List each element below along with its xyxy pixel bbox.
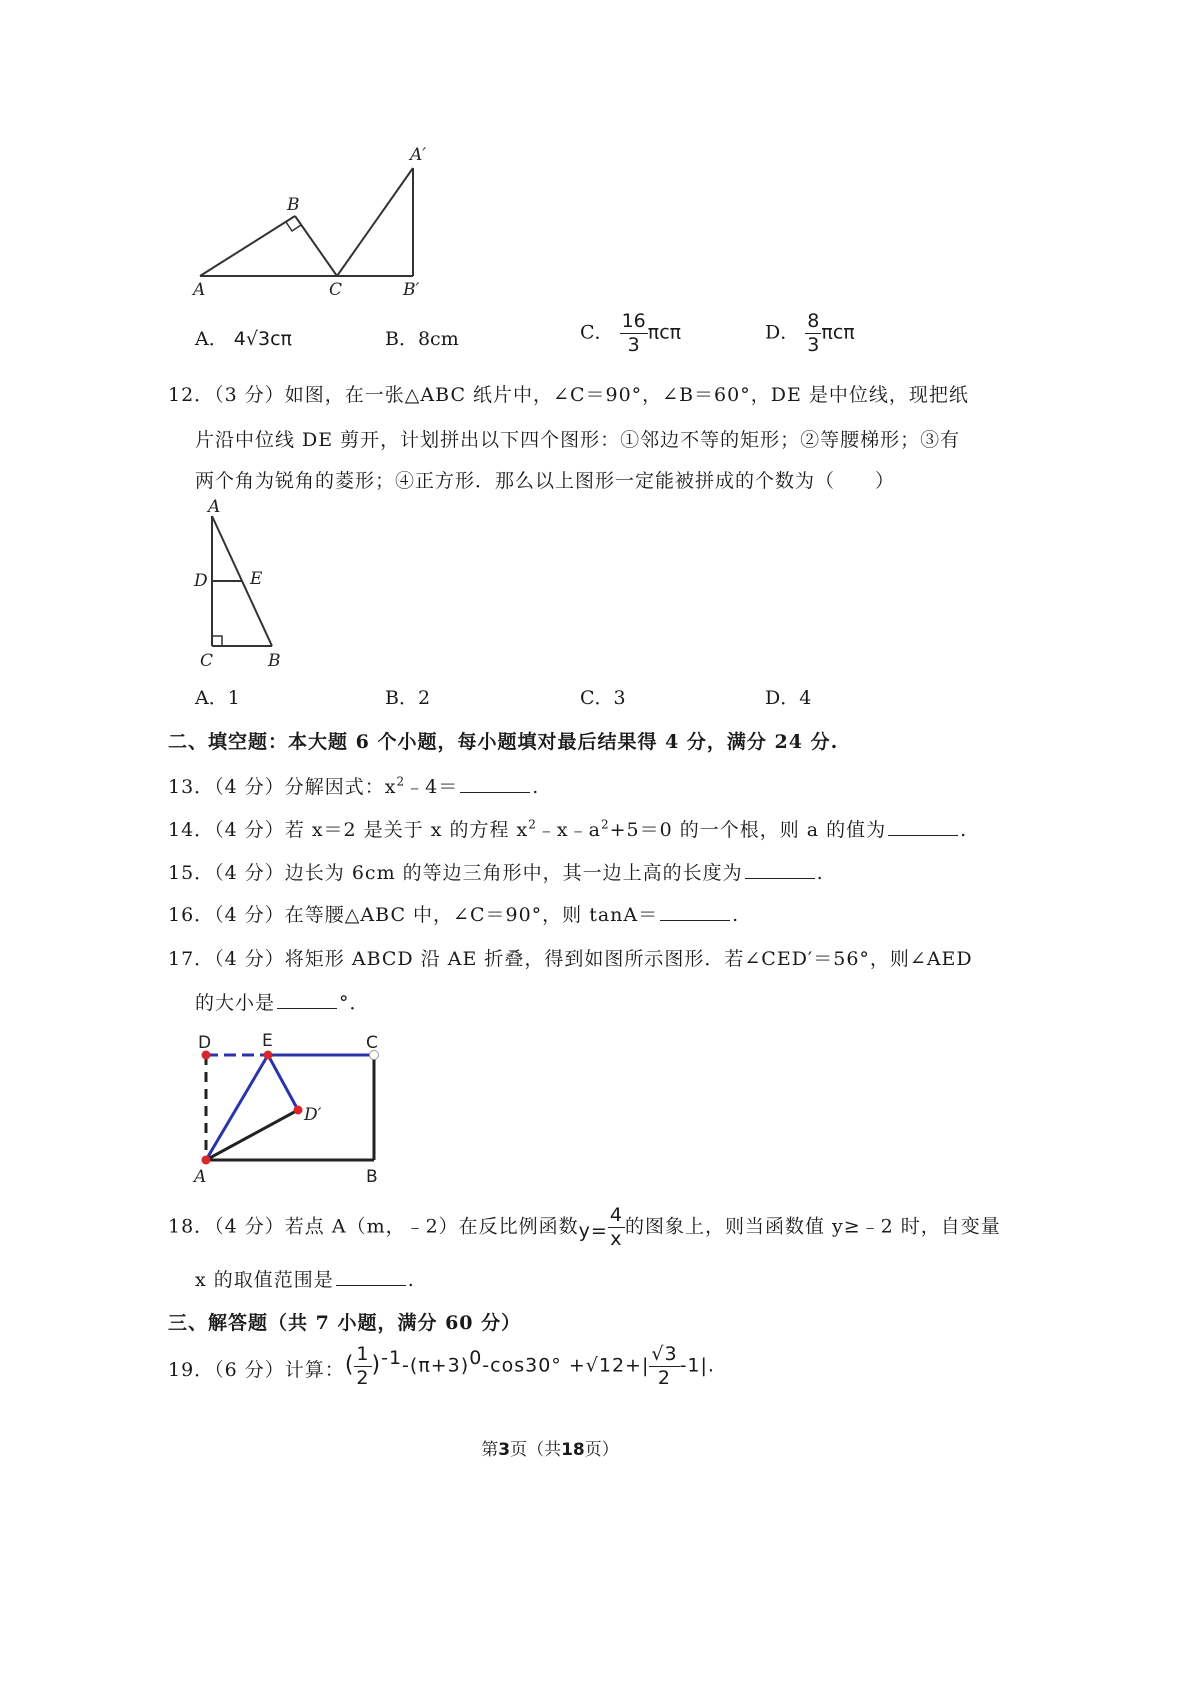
q11-option-c-fraction: $\frac{16}{3}$ bbox=[621, 310, 646, 356]
q18-line-2: x 的取值范围是 . bbox=[195, 1269, 415, 1291]
q14: 14．（4 分）若 x＝2 是关于 x 的方程 $x^2﹣x﹣a^2+5=0$ 的一个根，则 a 的值为 . bbox=[168, 817, 968, 841]
q12-line-1: 12．（3 分）如图，在一张△ABC 纸片中，∠C＝90°，∠B＝60°，DE 是中位线，现把纸 bbox=[168, 384, 969, 406]
fig17-label-d-prime: D′ bbox=[304, 1105, 322, 1125]
fig11-label-b-prime: B′ bbox=[403, 280, 420, 300]
q12-option-c[interactable]: C．3 bbox=[580, 687, 626, 709]
q12-option-b[interactable]: B．2 bbox=[385, 687, 431, 709]
q12-line-3: 两个角为锐角的菱形；④正方形．那么以上图形一定能被拼成的个数为（ ） bbox=[195, 470, 896, 492]
q16: 16．（4 分）在等腰△ABC 中，∠C＝90°，则 tanA＝ . bbox=[168, 904, 740, 926]
q14-answer-blank[interactable] bbox=[888, 817, 958, 836]
fig17-label-e: E bbox=[262, 1031, 273, 1051]
q17-answer-blank[interactable] bbox=[277, 990, 337, 1009]
fig11-label-b: B bbox=[287, 195, 300, 215]
q19: 19．（6 分）计算：( $\frac{1}{2}$ )$^{-1}-(\pi+3)^0-\cos 30^\circ +√12+|$ $\frac{√3}{2}$ -1|. bbox=[168, 1343, 715, 1389]
q11-option-d-fraction: $\frac{8}{3}$ bbox=[807, 310, 820, 356]
fig17-label-d: D bbox=[198, 1033, 212, 1053]
q11-option-d[interactable]: D． $\frac{8}{3}$ πcπ bbox=[765, 310, 855, 356]
q16-answer-blank[interactable] bbox=[660, 902, 730, 921]
fig17-label-c: C bbox=[366, 1033, 378, 1053]
q19-fraction-half: $\frac{1}{2}$ bbox=[356, 1343, 370, 1389]
q11-option-a-value: 4√3cπ bbox=[233, 328, 292, 350]
fig12-label-a: A bbox=[208, 498, 221, 517]
q11-option-b[interactable]: B．8cm bbox=[385, 328, 459, 350]
q13: 13．（4 分）分解因式：$x^2﹣4=$ . bbox=[168, 774, 540, 798]
q15: 15．（4 分）边长为 6cm 的等边三角形中，其一边上高的长度为 . bbox=[168, 862, 824, 884]
q17-line-2: 的大小是 °． bbox=[195, 992, 370, 1014]
q19-fraction-root3: $\frac{√3}{2}$ bbox=[651, 1343, 678, 1389]
section-2-heading: 二、填空题：本大题 6 个小题，每小题填对最后结果得 4 分，满分 24 分. bbox=[168, 731, 839, 753]
fig17-label-a: A bbox=[194, 1167, 207, 1187]
fig12-label-b: B bbox=[268, 651, 281, 671]
figure-q17 bbox=[188, 1030, 398, 1190]
fig12-label-c: C bbox=[200, 651, 214, 671]
q11-option-c[interactable]: C． $\frac{16}{3}$ πcπ bbox=[580, 310, 682, 356]
q12-line-2: 片沿中位线 DE 剪开，计划拼出以下四个图形：①邻边不等的矩形；②等腰梯形；③有 bbox=[195, 429, 961, 451]
section-3-heading: 三、解答题（共 7 小题，满分 60 分） bbox=[168, 1312, 522, 1334]
q12-option-d[interactable]: D．4 bbox=[765, 687, 812, 709]
q13-answer-blank[interactable] bbox=[460, 774, 530, 793]
q11-option-b-value: 8cm bbox=[417, 328, 459, 350]
q15-answer-blank[interactable] bbox=[745, 860, 815, 879]
fig11-label-a-prime: A′ bbox=[410, 145, 427, 165]
q18-line-1: 18．（4 分）若点 A（m，﹣2）在反比例函数y= $\frac{4}{x}$ 的图象上，则当函数值 y≥﹣2 时，自变量 bbox=[168, 1204, 1001, 1250]
fig12-label-e: E bbox=[250, 569, 263, 589]
q12-option-a[interactable]: A．1 bbox=[195, 687, 240, 709]
fig11-label-c: C bbox=[329, 280, 343, 300]
figure-q12 bbox=[188, 498, 298, 673]
fig11-label-a: A bbox=[193, 280, 206, 300]
fig12-label-d: D bbox=[194, 571, 208, 591]
q18-fraction: $\frac{4}{x}$ bbox=[609, 1204, 623, 1250]
figure-q11 bbox=[185, 140, 445, 300]
q17-line-1: 17．（4 分）将矩形 ABCD 沿 AE 折叠，得到如图所示图形．若∠CED′＝56°，则∠AED bbox=[168, 948, 973, 970]
q11-option-a[interactable]: A． 4√3cπ bbox=[195, 328, 292, 350]
fig17-label-b: B bbox=[366, 1167, 378, 1187]
page-footer: 第3页（共18页） bbox=[481, 1440, 619, 1460]
q18-answer-blank[interactable] bbox=[336, 1267, 406, 1286]
